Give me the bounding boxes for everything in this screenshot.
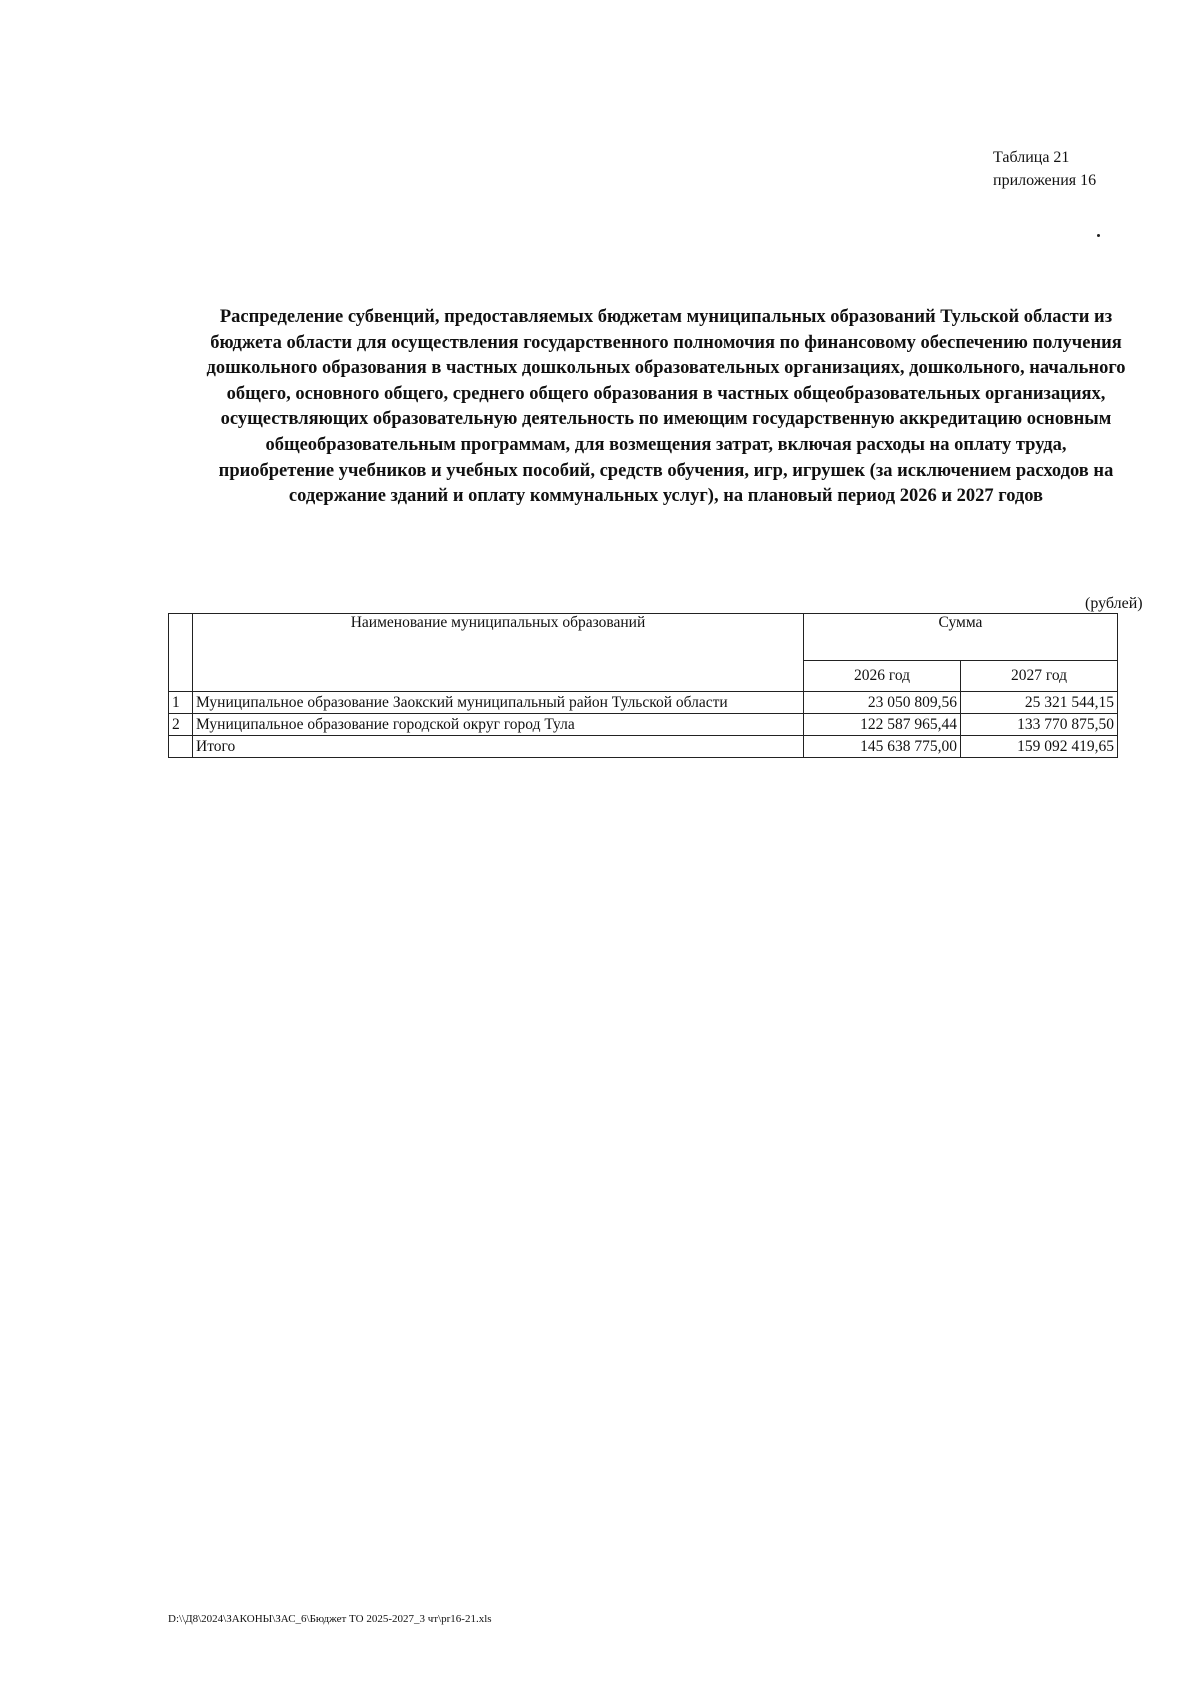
table-reference	[993, 146, 1096, 192]
header-name-cell: Наименование муниципальных образований	[193, 614, 804, 692]
title-line: дошкольного образования в частных дошкольных образовательных организациях, дошкольного, начального	[206, 358, 1126, 379]
title-line: общеобразовательным программам, для возмещения затрат, включая расходы на оплату труда,	[265, 434, 1067, 455]
row-municipality-name: Муниципальное образование городской округ город Тула	[193, 714, 804, 736]
total-number	[169, 736, 193, 758]
row-amount-2026: 122 587 965,44	[804, 714, 961, 736]
appendix-label: приложения 16	[993, 172, 1097, 189]
row-number: 2	[169, 714, 193, 736]
title-line: бюджета области для осуществления государственного полномочия по финансовому обеспечению получения	[210, 332, 1122, 353]
header-year-2026: 2026 год	[804, 661, 961, 692]
header-number-cell	[169, 614, 193, 692]
table-row	[169, 714, 1118, 736]
table-number-label: Таблица 21	[993, 149, 1070, 166]
title-line: приобретение учебников и учебных пособий, средств обучения, игр, игрушек (за исключением расходов на	[218, 460, 1114, 481]
units-label: (рублей)	[1085, 595, 1143, 612]
table-total-row	[169, 736, 1118, 758]
title-line: Распределение субвенций, предоставляемых бюджетам муниципальных образований Тульской области из	[219, 307, 1113, 327]
total-label: Итого	[193, 736, 804, 758]
total-amount-2026: 145 638 775,00	[804, 736, 961, 758]
row-number: 1	[169, 692, 193, 714]
scan-dot-mark	[1097, 234, 1100, 237]
table-row	[169, 692, 1118, 714]
header-year-2027: 2027 год	[961, 661, 1118, 692]
row-municipality-name: Муниципальное образование Заокский муниципальный район Тульской области	[193, 692, 804, 714]
document-title	[168, 305, 1164, 510]
total-amount-2027: 159 092 419,65	[961, 736, 1118, 758]
subvention-table	[168, 613, 1118, 758]
row-amount-2027: 25 321 544,15	[961, 692, 1118, 714]
title-line: содержание зданий и оплату коммунальных услуг), на плановый период 2026 и 2027 годов	[288, 486, 1044, 507]
row-amount-2026: 23 050 809,56	[804, 692, 961, 714]
header-sum-cell: Сумма	[804, 614, 1118, 661]
title-line: общего, основного общего, среднего общего образования в частных общеобразовательных организациях,	[226, 383, 1106, 404]
row-amount-2027: 133 770 875,50	[961, 714, 1118, 736]
table-header-row	[169, 614, 1118, 661]
file-path-footer: D:\\Д8\2024\ЗАКОНЫ\ЗАС_6\Бюджет ТО 2025-2027_3 чт\pr16-21.xls	[168, 1613, 492, 1625]
title-line: осуществляющих образовательную деятельность по имеющим государственную аккредитацию основным	[220, 409, 1112, 430]
